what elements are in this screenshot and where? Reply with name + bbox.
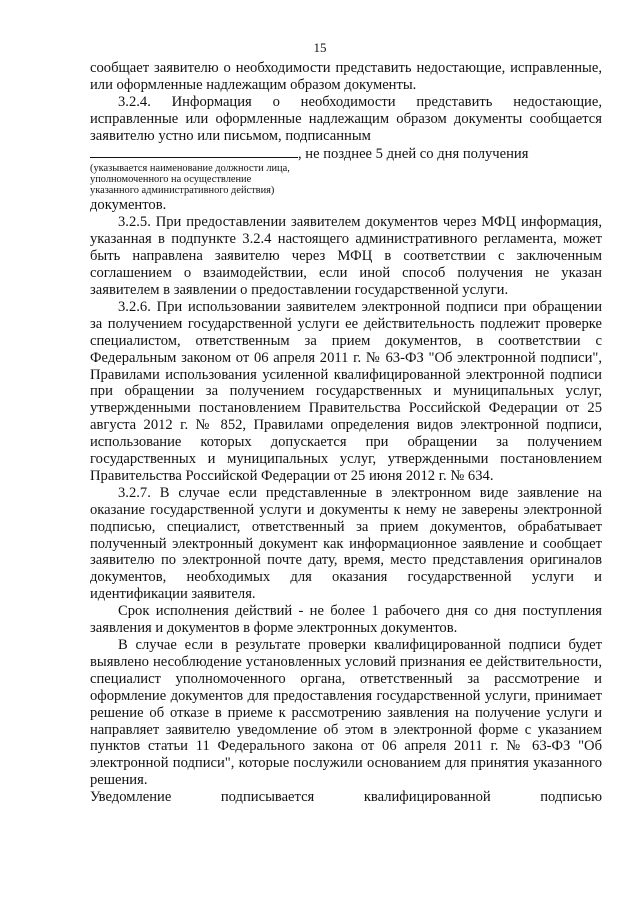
paragraph-3-2-4-ending: документов. (90, 197, 167, 214)
paragraph-notification-continuation: сообщает заявителю о необходимости представить недостающие, исправленные, или оформленные надлежащим образом документы. (90, 60, 602, 93)
paragraph-3-2-5: 3.2.5. При предоставлении заявителем документов через МФЦ информация, указанная в подпункте 3.2.4 настоящего административного регламента, может быть направлена заявителю через МФЦ в соответствии с заключенным соглашением о взаимодействии, если иной способ получения не указан заявителем в заявлении о предоставлении государственной услуги. (90, 214, 602, 298)
caption-line: (указывается наименование должности лица, (90, 163, 290, 175)
paragraph-deadline: Срок исполнения действий - не более 1 рабочего дня со дня поступления заявления и документов в форме электронных документов. (90, 603, 602, 637)
caption-line: уполномоченного на осуществление (90, 174, 252, 186)
paragraph-3-2-7: 3.2.7. В случае если представленные в электронном виде заявление на оказание государственной услуги и документы к нему не заверены электронной подписью, специалист, ответственный за прием документов, обрабатывает полученный электронный документ как информационное заявление и сообщает заявителю по электронной почте дату, время, место представления оригиналов документов, необходимых для оказания государственной услуги и идентификации заявителя. (90, 484, 602, 603)
caption-line: указанного административного действия) (90, 185, 275, 197)
paragraph-3-2-4: 3.2.4. Информация о необходимости представить недостающие, исправленные или оформленные надлежащим образом документы сообщается заявителю устно или письмом, подписанным (90, 93, 602, 144)
paragraph-3-2-4-deadline: , не позднее 5 дней со дня получения (298, 145, 529, 162)
paragraph-3-2-6: 3.2.6. При использовании заявителем электронной подписи при обращении за получением государственной услуги ее действительность подлежит проверке специалистом, ответственным за прием документов, в соответствии с Федеральным законом от 06 апреля 2011 г. № 63-ФЗ "Об электронной подписи", Правилами использования усиленной квалифицированной электронной подписи при обращении за получением государственных и муниципальных услуг, утвержденными постановлением Правительства Российской Федерации от 25 августа 2012 г. № 852, Правилами определения видов электронной подписи, использование которых допускается при обращении за получением государственных и муниципальных услуг, утвержденными постановлением Правительства Российской Федерации от 25 июня 2012 г. № 634. (90, 298, 602, 484)
paragraph-signature-check: В случае если в результате проверки квалифицированной подписи будет выявлено несоблюдение установленных условий признания ее действительности, специалист уполномоченного органа, ответственный за рассмотрение и оформление документов для предоставления государственной услуги, принимает решение об отказе в приеме к рассмотрению заявления на получение услуги и направляет заявителю уведомление об этом в электронной форме с указанием пунктов статьи 11 Федерального закона от 06 апреля 2011 г. № 63-ФЗ "Об электронной подписи", которые послужили основанием для принятия указанного решения. (90, 637, 602, 789)
paragraph-3-2-4-blank-line (90, 145, 602, 163)
signature-blank-line (90, 145, 298, 158)
blank-line-caption (90, 163, 602, 196)
page-number: 15 (313, 40, 327, 55)
document-body (90, 60, 602, 806)
paragraph-notification-signed: Уведомление подписывается квалифицированной подписью (90, 789, 602, 806)
